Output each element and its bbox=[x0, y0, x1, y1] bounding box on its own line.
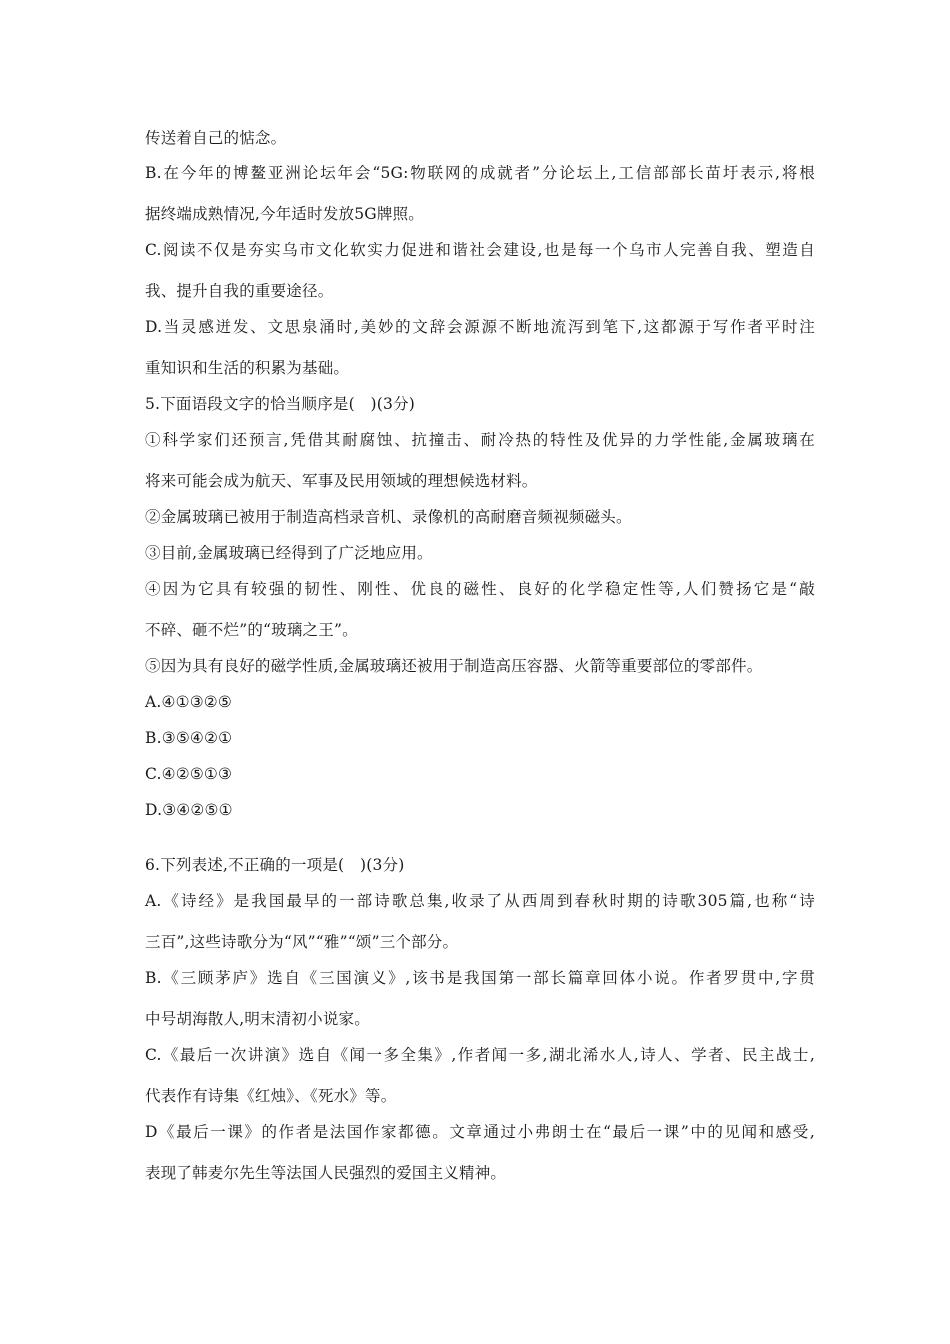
sentence-1-line-2: 将来可能会成为航天、军事及民用领域的理想候选材料。 bbox=[145, 472, 538, 490]
option-c-line-1: C.阅读不仅是夯实乌市文化软实力促进和谐社会建设,也是每一个乌市人完善自我、塑造自 bbox=[145, 241, 815, 259]
q6-option-c-line-2: 代表作有诗集《红烛》、《死水》等。 bbox=[145, 1087, 397, 1105]
option-d-line-1: D.当灵感迸发、文思泉涌时,美妙的文辞会源源不断地流泻到笔下,这都源于写作者平时注 bbox=[145, 318, 815, 336]
q6-option-a-line-1: A.《诗经》是我国最早的一部诗歌总集,收录了从西周到春秋时期的诗歌305篇,也称“诗 bbox=[145, 892, 815, 910]
option-b-line-1: B.在今年的博鳌亚洲论坛年会“5G:物联网的成就者”分论坛上,工信部部长苗圩表示,将根 bbox=[145, 164, 815, 182]
sentence-3: ③目前,金属玻璃已经得到了广泛地应用。 bbox=[145, 544, 433, 562]
question-5-title: 5.下面语段文字的恰当顺序是( )(3分) bbox=[145, 395, 416, 413]
option-c-line-2: 我、提升自我的重要途径。 bbox=[145, 282, 334, 300]
question-6-title: 6.下列表述,不正确的一项是( )(3分) bbox=[145, 856, 405, 874]
answer-option-a: A.④①③②⑤ bbox=[145, 693, 232, 711]
q6-option-b-line-1: B.《三顾茅庐》选自《三国演义》,该书是我国第一部长篇章回体小说。作者罗贯中,字贯 bbox=[145, 969, 815, 987]
sentence-4-line-2: 不碎、砸不烂”的“玻璃之王”。 bbox=[145, 621, 358, 639]
sentence-2: ②金属玻璃已被用于制造高档录音机、录像机的高耐磨音频视频磁头。 bbox=[145, 508, 632, 526]
q6-option-b-line-2: 中号胡海散人,明末清初小说家。 bbox=[145, 1010, 370, 1028]
text-line: 传送着自己的惦念。 bbox=[145, 129, 287, 147]
sentence-5: ⑤因为具有良好的磁学性质,金属玻璃还被用于制造高压容器、火箭等重要部位的零部件。 bbox=[145, 657, 763, 675]
q6-option-a-line-2: 三百”,这些诗歌分为“风”“雅”“颂”三个部分。 bbox=[145, 933, 459, 951]
q6-option-c-line-1: C.《最后一次讲演》选自《闻一多全集》,作者闻一多,湖北浠水人,诗人、学者、民主战士, bbox=[145, 1046, 815, 1064]
option-d-line-2: 重知识和生活的积累为基础。 bbox=[145, 359, 350, 377]
sentence-4-line-1: ④因为它具有较强的韧性、刚性、优良的磁性、良好的化学稳定性等,人们赞扬它是“敲 bbox=[145, 580, 815, 598]
answer-option-d: D.③④②⑤① bbox=[145, 801, 233, 819]
q6-option-d-line-2: 表现了韩麦尔先生等法国人民强烈的爱国主义精神。 bbox=[145, 1164, 507, 1182]
sentence-1-line-1: ①科学家们还预言,凭借其耐腐蚀、抗撞击、耐冷热的特性及优异的力学性能,金属玻璃在 bbox=[145, 431, 815, 449]
answer-option-b: B.③⑤④②① bbox=[145, 729, 233, 747]
answer-option-c: C.④②⑤①③ bbox=[145, 765, 233, 783]
q6-option-d-line-1: D《最后一课》的作者是法国作家都德。文章通过小弗朗士在“最后一课”中的见闻和感受, bbox=[145, 1123, 815, 1141]
option-b-line-2: 据终端成熟情况,今年适时发放5G牌照。 bbox=[145, 205, 424, 223]
